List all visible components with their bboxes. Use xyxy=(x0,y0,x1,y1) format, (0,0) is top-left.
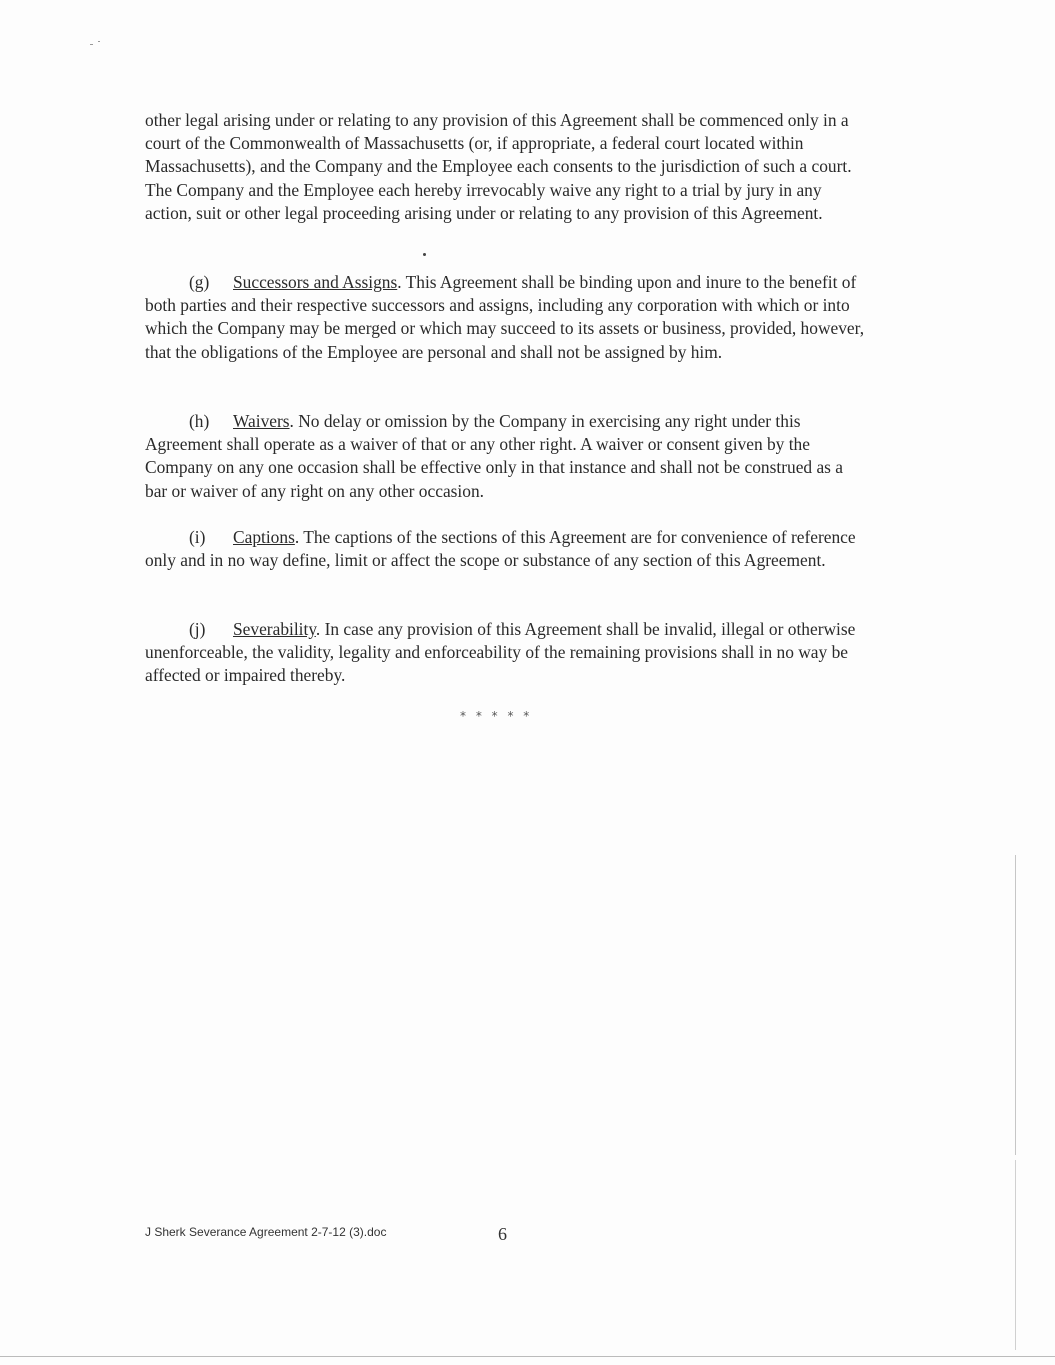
section-i-marker: (i) xyxy=(189,527,206,547)
end-of-agreement-mark: * * * * * xyxy=(460,709,533,723)
section-h-marker: (h) xyxy=(189,411,210,431)
section-j xyxy=(145,618,867,688)
paragraph-intro-text: other legal arising under or relating to any provision of this Agreement shall be commenced only in a court of the Commonwealth of Massachusetts (or, if appropriate, a federal court located within Massachusetts), and the Company and the Employee each consents to the jurisdiction of such a court. The Company and the Employee each hereby irrevocably waive any right to a trial by jury in any action, suit or other legal proceeding arising under or relating to any provision of this Agreement. xyxy=(145,110,852,223)
section-h xyxy=(145,410,867,503)
section-g xyxy=(145,271,867,364)
scan-speck xyxy=(423,253,426,256)
section-g-body: . This Agreement shall be binding upon and inure to the benefit of both parties and their respective successors and assigns, including any corporation with which or into which the Company may be merged or which may succeed to its assets or business, provided, however, that the obligations of the Employee are personal and shall not be assigned by him. xyxy=(145,272,865,362)
scan-speck xyxy=(98,41,100,42)
scan-speck xyxy=(90,44,93,45)
section-i xyxy=(145,526,867,572)
section-j-marker: (j) xyxy=(189,619,206,639)
section-j-heading: Severability xyxy=(233,619,316,639)
scan-artifact-line xyxy=(1015,1160,1016,1350)
section-h-body: . No delay or omission by the Company in exercising any right under this Agreement shall operate as a waiver of that or any other right. A waiver or consent given by the Company on any one occasion shall be effective only in that instance and shall not be construed as a bar or waiver of any right on any other occasion. xyxy=(145,411,844,501)
section-i-heading: Captions xyxy=(233,527,295,547)
section-h-heading: Waivers xyxy=(233,411,290,431)
page-number: 6 xyxy=(498,1224,507,1244)
footer-filename: J Sherk Severance Agreement 2-7-12 (3).doc xyxy=(145,1225,387,1239)
section-g-marker: (g) xyxy=(189,272,210,292)
section-g-heading: Successors and Assigns xyxy=(233,272,398,292)
paragraph-intro xyxy=(145,109,867,225)
section-j-body: . In case any provision of this Agreement shall be invalid, illegal or otherwise unenforceable, the validity, legality and enforceability of the remaining provisions shall in no way be affected or impaired thereby. xyxy=(145,619,856,686)
scan-artifact-bottom-line xyxy=(0,1356,1055,1357)
scan-artifact-line xyxy=(1015,855,1016,1155)
section-i-body: . The captions of the sections of this Agreement are for convenience of reference only and in no way define, limit or affect the scope or substance of any section of this Agreement. xyxy=(145,527,856,571)
